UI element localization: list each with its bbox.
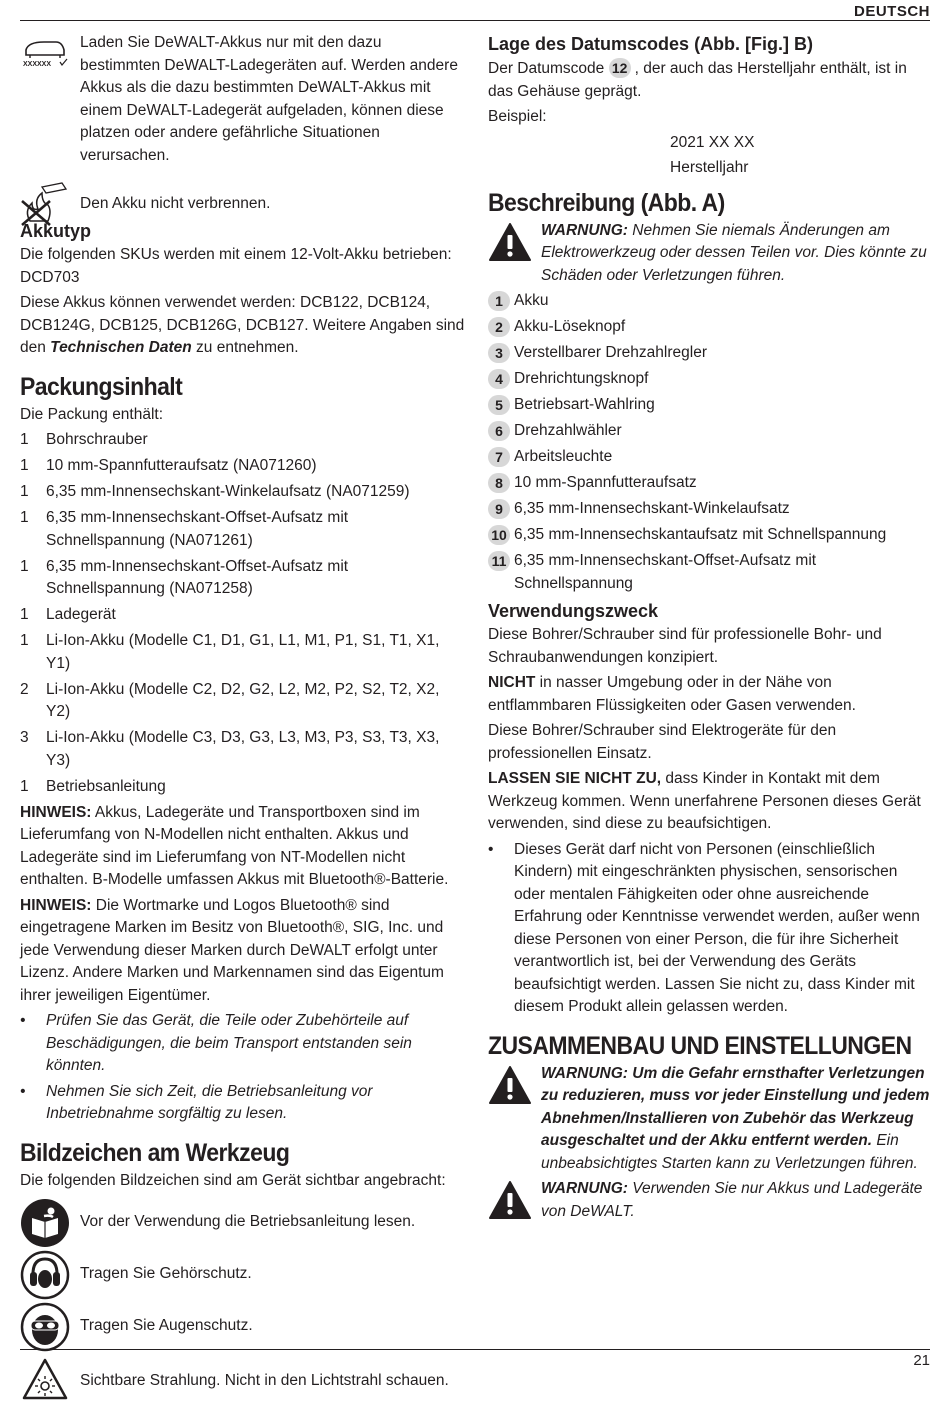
example-label: Herstelljahr xyxy=(670,159,749,176)
packung-text: Li-Ion-Akku (Modelle C2, D2, G2, L2, M2, P2, S2, T2, X2, Y2) xyxy=(46,680,440,720)
packung-qty: 1 xyxy=(20,509,29,526)
packung-text: Ladegerät xyxy=(46,606,116,623)
warning-assembly xyxy=(488,1063,930,1176)
part-item xyxy=(488,290,930,313)
part-label: 6,35 mm-Innensechskant-Winkelaufsatz xyxy=(514,500,790,517)
radiation-warning-icon xyxy=(20,1354,80,1404)
symbol-eye-protection-text: Tragen Sie Augenschutz. xyxy=(80,1317,253,1334)
part-item xyxy=(488,472,930,495)
symbol-radiation xyxy=(20,1354,465,1404)
part-item xyxy=(488,394,930,417)
packung-item xyxy=(20,481,465,504)
datecode-badge: 12 xyxy=(609,58,631,78)
hinweis-1: HINWEIS: Akkus, Ladegeräte und Transportboxen sind im Lieferumfang von N-Modellen nicht enthalten. Akkus und Ladegeräte sind im Lieferumfang von NT-Modellen nicht enthalten. B-Modelle umfassen Akkus mit Bluetooth®-Batterie. xyxy=(20,803,449,888)
check-bullet-text: Nehmen Sie sich Zeit, die Betriebsanleitung vor Inbetriebnahme sorgfältig zu lesen. xyxy=(46,1082,373,1122)
packung-text: 10 mm-Spannfutteraufsatz (NA071260) xyxy=(46,457,317,474)
part-label: Akku xyxy=(514,292,549,309)
akkutyp-heading: Akkutyp xyxy=(20,221,92,241)
part-item xyxy=(488,524,930,547)
verwendung-p1: Diese Bohrer/Schrauber sind für professionelle Bohr- und Schraubanwendungen konzipiert. xyxy=(488,626,882,666)
packung-qty: 1 xyxy=(20,777,29,795)
eye-protection-icon xyxy=(20,1302,80,1352)
part-number-badge: 6 xyxy=(488,421,510,441)
ear-protection-icon xyxy=(20,1250,80,1300)
part-label: Drehzahlwähler xyxy=(514,422,622,439)
packung-qty: 1 xyxy=(20,632,29,649)
part-item xyxy=(488,420,930,443)
symbol-radiation-text: Sichtbare Strahlung. Nicht in den Lichtstrahl schauen. xyxy=(80,1372,449,1389)
symbol-ear-protection xyxy=(20,1250,465,1300)
packung-qty: 1 xyxy=(20,483,29,500)
part-item xyxy=(488,316,930,339)
datecode-text: Der Datumscode 12 , der auch das Herstelljahr enthält, ist in das Gehäuse geprägt. xyxy=(488,60,907,100)
packung-qty: 1 xyxy=(20,431,29,448)
packung-item xyxy=(20,507,465,552)
left-column xyxy=(20,32,465,1404)
akkutyp-p2: Diese Akkus können verwendet werden: DCB122, DCB124, DCB124G, DCB125, DCB126G, DCB127. Weitere Angaben sind den Technischen Daten zu entnehmen. xyxy=(20,294,465,356)
bildzeichen-intro: Die folgenden Bildzeichen sind am Gerät sichtbar angebracht: xyxy=(20,1171,446,1189)
packung-text: Li-Ion-Akku (Modelle C1, D1, G1, L1, M1, P1, S1, T1, X1, Y1) xyxy=(46,632,440,672)
part-label: Akku-Löseknopf xyxy=(514,318,626,335)
warning-triangle-icon xyxy=(488,1063,541,1176)
part-label: 10 mm-Spannfutteraufsatz xyxy=(514,474,697,491)
header-language: DEUTSCH xyxy=(853,3,930,20)
read-manual-icon xyxy=(20,1198,80,1248)
packung-text: 6,35 mm-Innensechskant-Winkelaufsatz (NA071259) xyxy=(46,483,410,500)
akkutyp-p1: Die folgenden SKUs werden mit einem 12-Volt-Akku betrieben: DCD703 xyxy=(20,246,452,286)
verwendung-p4: LASSEN SIE NICHT ZU, dass Kinder in Kontakt mit dem Werkzeug kommen. Wenn unerfahrene Personen dieses Gerät verwenden, sind diese zu beaufsichtigen. xyxy=(488,770,921,832)
packung-list xyxy=(20,429,465,798)
packung-qty: 2 xyxy=(20,680,29,698)
packung-item xyxy=(20,455,465,478)
packung-item xyxy=(20,429,465,452)
hinweis-2: HINWEIS: Die Wortmarke und Logos Bluetooth® sind eingetragene Marken im Besitz von Bluetooth®, SIG, Inc. und jede Verwendung dieser Marken durch DeWALT erfolgt unter Lizenz. Andere Marken und Markennamen sind das Eigentum ihrer jeweiligen Eigentümer. xyxy=(20,896,444,1004)
svg-text:XXXXXX: XXXXXX xyxy=(23,61,52,68)
packung-qty: 1 xyxy=(20,557,29,575)
warning-modification-text: WARNUNG: Nehmen Sie niemals Änderungen am Elektrowerkzeug oder dessen Teilen vor. Dies könnte zu Schäden oder Verletzungen führen. xyxy=(541,221,927,284)
verwendung-heading: Verwendungszweck xyxy=(488,601,659,621)
packung-text: Bohrschrauber xyxy=(46,431,148,448)
warning-triangle-icon xyxy=(488,1178,541,1228)
check-bullet: • Nehmen Sie sich Zeit, die Betriebsanleitung vor Inbetriebnahme sorgfältig zu lesen. xyxy=(20,1081,465,1126)
check-bullets xyxy=(20,1010,465,1126)
packung-text: 6,35 mm-Innensechskant-Offset-Aufsatz mit Schnellspannung (NA071258) xyxy=(46,557,349,597)
symbol-eye-protection xyxy=(20,1302,465,1352)
part-label: 6,35 mm-Innensechskant-Offset-Aufsatz mit Schnellspannung xyxy=(514,552,817,592)
parts-list xyxy=(488,290,930,595)
packung-qty: 1 xyxy=(20,457,29,474)
part-number-badge: 10 xyxy=(488,525,510,545)
packung-item xyxy=(20,604,465,627)
part-number-badge: 8 xyxy=(488,473,510,493)
check-bullet-text: Prüfen Sie das Gerät, die Teile oder Zubehörteile auf Beschädigungen, die beim Transport entstanden sein könnten. xyxy=(46,1012,412,1074)
charger-icon xyxy=(20,32,80,68)
packung-item xyxy=(20,556,465,601)
packungsinhalt-heading: Packungsinhalt xyxy=(20,372,183,401)
part-number-badge: 2 xyxy=(488,317,510,337)
verwendung-p3: Diese Bohrer/Schrauber sind Elektrogeräte für den professionellen Einsatz. xyxy=(488,722,837,762)
packung-qty: 1 xyxy=(20,606,29,623)
symbol-read-manual xyxy=(20,1198,465,1248)
part-number-badge: 11 xyxy=(488,551,510,571)
packung-item xyxy=(20,776,465,799)
symbol-ear-protection-text: Tragen Sie Gehörschutz. xyxy=(80,1265,252,1282)
packung-item xyxy=(20,679,465,724)
part-label: Betriebsart-Wahlring xyxy=(514,396,655,413)
charger-warning-text: Laden Sie DeWALT-Akkus nur mit den dazu bestimmten DeWALT-Ladegeräten auf. Werden andere Akkus als die dazu bestimmten DeWALT-Akkus mit einem DeWALT-Ladegerät aufgeladen, können diese platzen oder andere gefährliche Situationen verursachen. xyxy=(80,34,458,164)
part-label: Arbeitsleuchte xyxy=(514,448,613,465)
packung-text: 6,35 mm-Innensechskant-Offset-Aufsatz mit Schnellspannung (NA071261) xyxy=(46,509,349,549)
part-label: Drehrichtungsknopf xyxy=(514,370,649,387)
packung-text: Betriebsanleitung xyxy=(46,777,166,795)
warning-assembly-text: WARNUNG: Um die Gefahr ernsthafter Verletzungen zu reduzieren, muss vor jeder Einstellung und jedem Abnehmen/Installieren von Zubehör das Werkzeug ausgeschaltet und der Akku entfernt werden. Ein unbeabsichtigtes Starten kann zu Verletzungen führen. xyxy=(541,1064,930,1172)
part-item xyxy=(488,368,930,391)
part-item xyxy=(488,498,930,521)
part-label: 6,35 mm-Innensechskantaufsatz mit Schnellspannung xyxy=(514,526,887,543)
part-number-badge: 7 xyxy=(488,447,510,467)
zusammenbau-heading: ZUSAMMENBAU UND EINSTELLUNGEN xyxy=(488,1031,912,1060)
charger-warning xyxy=(20,32,465,167)
warning-triangle-icon xyxy=(488,220,541,288)
part-item xyxy=(488,342,930,365)
packung-item xyxy=(20,727,465,772)
part-item xyxy=(488,446,930,469)
packung-item xyxy=(20,630,465,675)
warning-batteries-text: WARNUNG: Verwenden Sie nur Akkus und Ladegeräte von DeWALT. xyxy=(541,1180,923,1220)
symbol-read-manual-text: Vor der Verwendung die Betriebsanleitung lesen. xyxy=(80,1213,416,1230)
verwendung-p2: NICHT in nasser Umgebung oder in der Nähe von entflammbaren Flüssigkeiten oder Gasen verwenden. xyxy=(488,674,856,714)
no-burn-text: Den Akku nicht verbrennen. xyxy=(80,195,271,212)
packung-intro: Die Packung enthält: xyxy=(20,405,164,423)
part-label: Verstellbarer Drehzahlregler xyxy=(514,344,707,361)
example-code: 2021 XX XX xyxy=(670,133,755,151)
part-number-badge: 1 xyxy=(488,291,510,311)
part-number-badge: 5 xyxy=(488,395,510,415)
beschreibung-heading: Beschreibung (Abb. A) xyxy=(488,188,725,217)
packung-text: Li-Ion-Akku (Modelle C3, D3, G3, L3, M3, P3, S3, T3, X3, Y3) xyxy=(46,729,440,769)
page-number: 21 xyxy=(913,1352,930,1369)
datecode-heading: Lage des Datumscodes (Abb. [Fig.] B) xyxy=(488,34,814,54)
check-bullet: • Prüfen Sie das Gerät, die Teile oder Zubehörteile auf Beschädigungen, die beim Transport entstanden sein könnten. xyxy=(20,1010,465,1078)
right-column xyxy=(488,32,930,1231)
bildzeichen-heading: Bildzeichen am Werkzeug xyxy=(20,1138,290,1167)
part-number-badge: 3 xyxy=(488,343,510,363)
packung-qty: 3 xyxy=(20,729,29,746)
part-number-badge: 4 xyxy=(488,369,510,389)
header-rule xyxy=(20,20,930,21)
part-number-badge: 9 xyxy=(488,499,510,519)
verwendung-bullet: • Dieses Gerät darf nicht von Personen (einschließlich Kindern) mit eingeschränkten physischen, sensorischen oder mentalen Fähigkeiten oder ohne ausreichende Erfahrung oder Kenntnisse verwendet werden, außer wenn diese Personen von einer Person, die für ihre Sicherheit verantwortlich ist, bei der Verwendung des Geräts beaufsichtigt werden. Lassen Sie nicht zu, dass Kinder mit diesem Produkt allein gelassen werden. xyxy=(488,840,920,1015)
warning-batteries xyxy=(488,1178,930,1228)
beispiel-label: Beispiel: xyxy=(488,108,547,125)
footer-rule xyxy=(20,1349,930,1350)
part-item xyxy=(488,550,930,595)
warning-modification xyxy=(488,220,930,288)
